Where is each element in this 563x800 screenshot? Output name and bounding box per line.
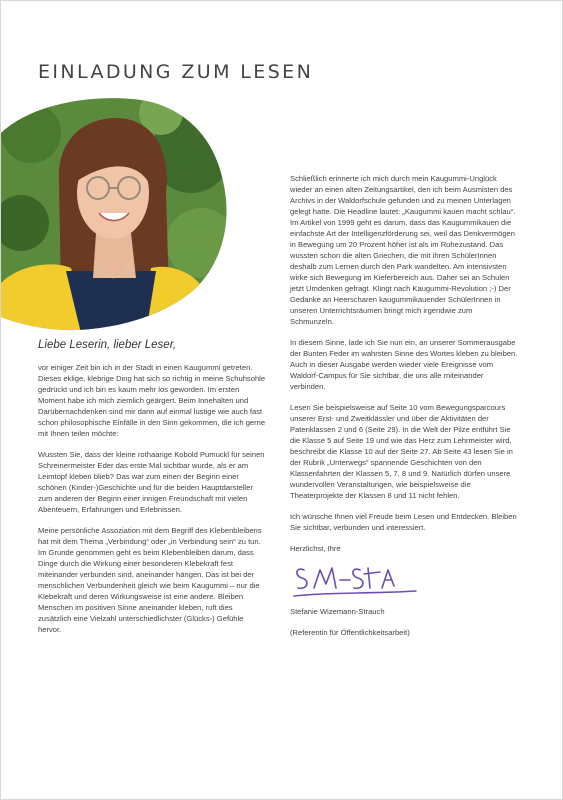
paragraph: Ich wünsche Ihnen viel Freude beim Lesen und Entdecken. Bleiben Sie sichtbar, verbunden und interessiert. <box>290 512 517 532</box>
author-photo <box>1 93 233 333</box>
signer-role: (Referentin für Öffentlichkeitsarbeit) <box>290 628 410 637</box>
handwritten-signature <box>290 558 420 602</box>
greeting: Liebe Leserin, lieber Leser, <box>38 339 177 351</box>
paragraph: In diesem Sinne, lade ich Sie nun ein, an unserer Sommerausgabe der Bunten Feder im wahrsten Sinne des Wortes kleben zu bleiben. Auch in dieser Ausgabe werden wieder viele Ereignisse vom Waldorf-Campus für Sie sichtbar, die uns alle miteinander verbinden. <box>290 338 518 391</box>
paragraph: Lesen Sie beispielsweise auf Seite 10 vom Bewegungsparcours unserer Erst- und Zweitklässler und über die Aktivitäten der Patenklassen 2 und 6 (Seite 29). In die Welt der Pilze entführt Sie die Klasse 5 auf Seite 19 und wie das Herz zum Lehrmeister wird, beschreibt die Klasse 10 auf der Seite 27. Ab Seite 43 lesen Sie in der Rubrik „Unterwegs“ spannende Geschichten von den Klassenfahrten der Klassen 5, 7, 8 und 9. Natürlich dürfen unsere wundervollen Veranstaltungen, wie beispielsweise die Theaterprojekte der Klassen 8 und 11 nicht fehlen. <box>290 403 513 500</box>
paragraph: Wussten Sie, dass der kleine rothaarige Kobold Pumuckl für seinen Schreinermeister Eder das erste Mal sichtbar wurde, als er am Leimtopf kleben blieb? Das war zum einen der Beginn einer schönen (Kinder-)Geschichte und für die beiden Hauptdarsteller zum anderen der Beginn einer innigen Freundschaft mit vielen Abenteuern, Erfahrungen und Erlebnissen. <box>38 450 265 514</box>
right-column <box>290 173 518 648</box>
paragraph: vor einiger Zeit bin ich in der Stadt in einen Kaugummi getreten. Dieses eklige, klebrige Ding hat sich so richtig in meine Schuhsohle gedrückt und ich bin es kaum mehr los geworden. Im ersten Moment habe ich mich ziemlich geärgert. Beim Innehalten und Darübernachdenken sind mir dann auf einmal lustige wie auch fast schon philosophische Einfälle in den Sinn gekommen, die ich gerne mit Ihnen teilen möchte: <box>38 363 266 438</box>
left-column <box>38 362 266 645</box>
closing-line: Herzlichst, Ihre <box>290 544 341 553</box>
paragraph: Meine persönliche Assoziation mit dem Begriff des Klebenbleibens hat mit dem Thema „Verbindung“ oder „in Verbindung sein“ zu tun. Im Grunde genommen geht es beim Klebenbleiben darum, dass Dinge durch die Wirkung einer besonderen Klebekraft fest miteinander verbunden sind, aneinander hängen. Das ist bei der menschlichen Verbundenheit gleich wie beim Kaugummi – nur die Klebekraft und deren Wirkungsweise ist eine andere. Bleiben Menschen im positiven Sinne aneinander kleben, ruft dies zusätzlich eine Vielzahl unterschiedlichster (Glücks-) Gefühle hervor. <box>38 526 262 634</box>
page-title: EINLADUNG ZUM LESEN <box>38 60 314 83</box>
signer-name: Stefanie Wizemann-Strauch <box>290 607 385 616</box>
paragraph: Schließlich erinnerte ich mich durch mein Kaugummi-Unglück wieder an einen alten Zeitungsartikel, den ich beim Ausmisten des Archivs in der Waldorfschule gefunden und zu meinen Unterlagen gelegt hatte. Die Headline lautet: „Kaugummi kauen macht schlau“. Im Artikel von 1999 geht es darum, dass das Kaugummikauen die einfachste Art der Intelligenzförderung sei, weil das Denkvermögen in Bewegung um 20 Prozent höher ist als im Ruhezustand. Das wussten schon die alten Griechen, die mit ihren SchülerInnen deshalb zum Lernen durch den Park wandelten. Am intensivsten wirke sich Bewegung im Kieferbereich aus. Daher sei an Schulen jetzt Umdenken gefragt. Klingt nach Kaugummi-Revolution ;-) Der Gedanke an Heerscharen kaugummikauender SchülerInnen in unseren Unterrichtsräumen bringt mich irgendwie zum Schmunzeln. <box>290 174 516 326</box>
